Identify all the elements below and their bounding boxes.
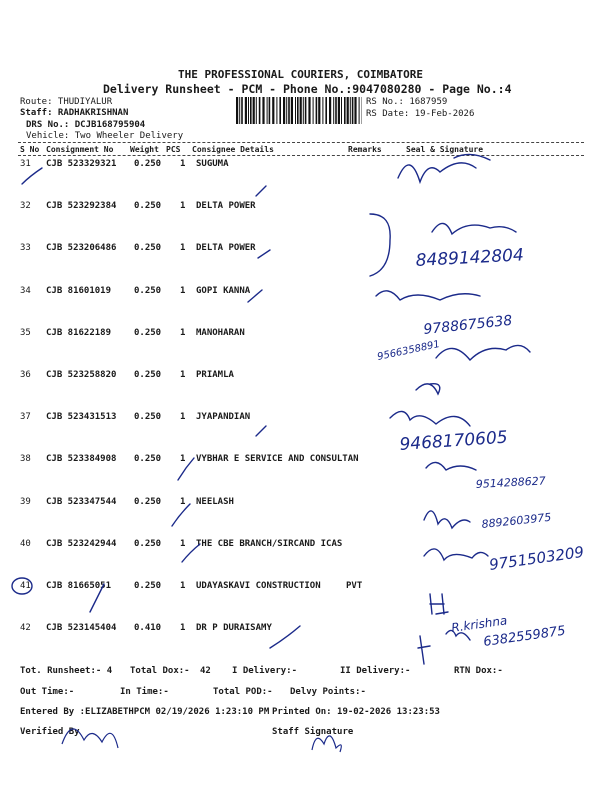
barcode-bar — [241, 97, 243, 124]
delvy-points: Delvy Points:- — [290, 687, 366, 697]
row-consignee: DR P DURAISAMY — [196, 623, 272, 633]
barcode-bar — [256, 97, 257, 124]
barcode-bar — [308, 97, 310, 124]
barcode-bar — [322, 97, 323, 124]
printed-on: Printed On: 19-02-2026 13:23:53 — [272, 707, 440, 717]
signature-stroke — [432, 223, 516, 234]
barcode-bar — [248, 97, 249, 124]
row-consignee: UDAYASKAVI CONSTRUCTION — [196, 581, 321, 591]
row-consignment-no: CJB 523206486 — [46, 243, 117, 253]
barcode-bar — [303, 97, 304, 124]
row-weight: 0.250 — [134, 243, 162, 253]
row-consignee: GOPI KANNA — [196, 286, 251, 296]
barcode-bar — [283, 97, 285, 124]
row-consignee: PRIAMLA — [196, 370, 234, 380]
row-pcs: 1 — [180, 370, 186, 380]
barcode-bar — [259, 97, 261, 124]
row-weight: 0.250 — [134, 328, 162, 338]
tot-runsheet: Tot. Runsheet:- 4 — [20, 666, 113, 676]
barcode-bar — [347, 97, 349, 124]
row-pcs: 1 — [180, 497, 186, 507]
row-weight: 0.250 — [134, 497, 162, 507]
row-sno: 37 — [20, 412, 31, 422]
row-weight: 0.250 — [134, 201, 162, 211]
tick-mark — [270, 626, 300, 648]
row-sno: 38 — [20, 454, 31, 464]
tick-mark — [256, 426, 266, 436]
entered-by: Entered By :ELIZABETHPCM 02/19/2026 1:23:10 PM — [20, 707, 270, 717]
row-pcs: 1 — [180, 539, 186, 549]
rs-number: RS No.: 1687959 — [366, 97, 448, 107]
barcode-bar — [297, 97, 299, 124]
i-delivery: I Delivery:- — [232, 666, 298, 676]
row-consignee: SUGUMA — [196, 159, 229, 169]
barcode-bar — [335, 97, 337, 124]
barcode-bar — [286, 97, 287, 124]
out-time: Out Time:- — [20, 687, 75, 697]
row-sno: 31 — [20, 159, 31, 169]
signature-stroke — [430, 594, 448, 614]
barcode-bar — [350, 97, 351, 124]
row-pcs: 1 — [180, 286, 186, 296]
barcode-bar — [313, 97, 314, 124]
signature-stroke — [416, 384, 440, 394]
tick-mark — [258, 250, 270, 258]
handwritten-name: R.krishna — [450, 613, 509, 635]
row-consignment-no: CJB 81665051 — [46, 581, 112, 591]
drs-number: DRS No.: DCJB168795904 — [26, 120, 146, 130]
row-sno: 40 — [20, 539, 31, 549]
barcode-bar — [291, 97, 293, 124]
row-weight: 0.250 — [134, 581, 162, 591]
barcode-bar — [338, 97, 340, 124]
row-sno: 41 — [20, 581, 31, 591]
col-remarks: Remarks — [348, 145, 382, 154]
handwritten-phone: 9468170605 — [398, 427, 509, 455]
header-rule-top — [18, 142, 584, 143]
total-pod: Total POD:- — [213, 687, 273, 697]
barcode-bar — [325, 97, 327, 124]
staff-signature-mark — [312, 736, 341, 752]
row-consignment-no: CJB 81601019 — [46, 286, 112, 296]
ii-delivery: II Delivery:- — [340, 666, 411, 676]
barcode-bar — [341, 97, 342, 124]
row-sno: 36 — [20, 370, 31, 380]
row-sno: 33 — [20, 243, 31, 253]
barcode-bar — [300, 97, 302, 124]
staff: Staff: RADHAKRISHNAN — [20, 108, 129, 118]
row-weight: 0.250 — [134, 412, 162, 422]
row-consignment-no: CJB 523347544 — [46, 497, 117, 507]
row-consignee: MANOHARAN — [196, 328, 245, 338]
barcode-bar — [359, 97, 360, 124]
handwritten-phone: 9514288627 — [475, 474, 547, 491]
total-dox-value: 42 — [200, 666, 211, 676]
col-consignee: Consignee Details — [192, 145, 274, 154]
col-sno: S No — [20, 145, 40, 154]
signature-stroke — [436, 345, 530, 360]
handwritten-phone: 9751503209 — [488, 542, 586, 574]
row-pcs: 1 — [180, 328, 186, 338]
barcode-bar — [253, 97, 255, 124]
row-remark: PVT — [346, 581, 363, 591]
handwritten-phone: 9788675638 — [422, 312, 514, 338]
barcode-bar — [267, 97, 268, 124]
barcode-bar — [262, 97, 264, 124]
signature-stroke — [398, 163, 476, 182]
row-pcs: 1 — [180, 159, 186, 169]
row-sno: 32 — [20, 201, 31, 211]
row-consignment-no: CJB 523384908 — [46, 454, 117, 464]
rs-date: RS Date: 19-Feb-2026 — [366, 109, 475, 119]
barcode — [236, 97, 362, 124]
row-weight: 0.250 — [134, 286, 162, 296]
barcode-bar — [329, 97, 331, 124]
row-consignment-no: CJB 523431513 — [46, 412, 117, 422]
barcode-bar — [236, 97, 238, 124]
total-dox-label: Total Dox:- — [130, 666, 190, 676]
row-weight: 0.250 — [134, 159, 162, 169]
barcode-bar — [279, 97, 281, 124]
barcode-bar — [295, 97, 296, 124]
runsheet-subtitle: Delivery Runsheet - PCM - Phone No.:9047080280 - Page No.:4 — [103, 82, 512, 96]
route: Route: THUDIYALUR — [20, 97, 113, 107]
row-sno: 34 — [20, 286, 31, 296]
vehicle: Vehicle: Two Wheeler Delivery — [26, 131, 184, 141]
barcode-bar — [250, 97, 252, 124]
barcode-bar — [276, 97, 277, 124]
signature-stroke — [424, 549, 488, 560]
bracket-mark — [370, 214, 390, 276]
barcode-bar — [352, 97, 354, 124]
barcode-bar — [245, 97, 247, 124]
signature-stroke — [426, 462, 476, 470]
row-consignment-no: CJB 523258820 — [46, 370, 117, 380]
row-pcs: 1 — [180, 412, 186, 422]
row-consignee: DELTA POWER — [196, 243, 256, 253]
row-consignee: DELTA POWER — [196, 201, 256, 211]
col-consignment: Consignment No — [46, 145, 114, 154]
row-pcs: 1 — [180, 454, 186, 464]
barcode-bar — [316, 97, 318, 124]
row-pcs: 1 — [180, 243, 186, 253]
staff-signature: Staff Signature — [272, 727, 354, 737]
signature-stroke — [418, 630, 470, 664]
handwritten-phone: 8892603975 — [480, 510, 552, 531]
row-consignment-no: CJB 523329321 — [46, 159, 117, 169]
row-consignment-no: CJB 523292384 — [46, 201, 117, 211]
col-weight: Weight — [130, 145, 159, 154]
signature-stroke — [376, 291, 480, 300]
tick-mark — [256, 186, 266, 196]
row-weight: 0.410 — [134, 623, 162, 633]
tick-mark — [172, 504, 190, 526]
row-pcs: 1 — [180, 201, 186, 211]
company-title: THE PROFESSIONAL COURIERS, COIMBATORE — [178, 68, 424, 81]
row-sno: 35 — [20, 328, 31, 338]
row-consignee: VYBHAR E SERVICE AND CONSULTAN — [196, 454, 359, 464]
barcode-bar — [354, 97, 356, 124]
row-pcs: 1 — [180, 581, 186, 591]
barcode-bar — [239, 97, 240, 124]
row-weight: 0.250 — [134, 370, 162, 380]
handwritten-phone: 8489142804 — [415, 245, 525, 271]
header-rule-bottom — [18, 155, 584, 156]
row-sno: 39 — [20, 497, 31, 507]
col-pcs: PCS — [166, 145, 181, 154]
row-sno: 42 — [20, 623, 31, 633]
barcode-bar — [318, 97, 320, 124]
signature-stroke — [424, 511, 470, 528]
col-seal-signature: Seal & Signature — [406, 145, 484, 154]
row-weight: 0.250 — [134, 454, 162, 464]
barcode-bar — [272, 97, 274, 124]
tick-mark — [22, 168, 42, 184]
handwritten-phone: 6382559875 — [482, 623, 567, 650]
row-consignment-no: CJB 523242944 — [46, 539, 117, 549]
row-consignment-no: CJB 81622189 — [46, 328, 112, 338]
in-time: In Time:- — [120, 687, 169, 697]
barcode-bar — [305, 97, 307, 124]
handwritten-phone: 9566358891 — [376, 338, 441, 363]
rtn-dox: RTN Dox:- — [454, 666, 503, 676]
row-weight: 0.250 — [134, 539, 162, 549]
row-consignee: JYAPANDIAN — [196, 412, 251, 422]
signature-stroke — [390, 411, 470, 426]
verified-by: Verified By — [20, 727, 80, 737]
row-consignee: NEELASH — [196, 497, 234, 507]
row-consignee: THE CBE BRANCH/SIRCAND ICAS — [196, 539, 343, 549]
barcode-bar — [333, 97, 334, 124]
barcode-bar — [288, 97, 290, 124]
barcode-bar — [344, 97, 346, 124]
row-consignment-no: CJB 523145404 — [46, 623, 117, 633]
row-pcs: 1 — [180, 623, 186, 633]
barcode-bar — [269, 97, 271, 124]
